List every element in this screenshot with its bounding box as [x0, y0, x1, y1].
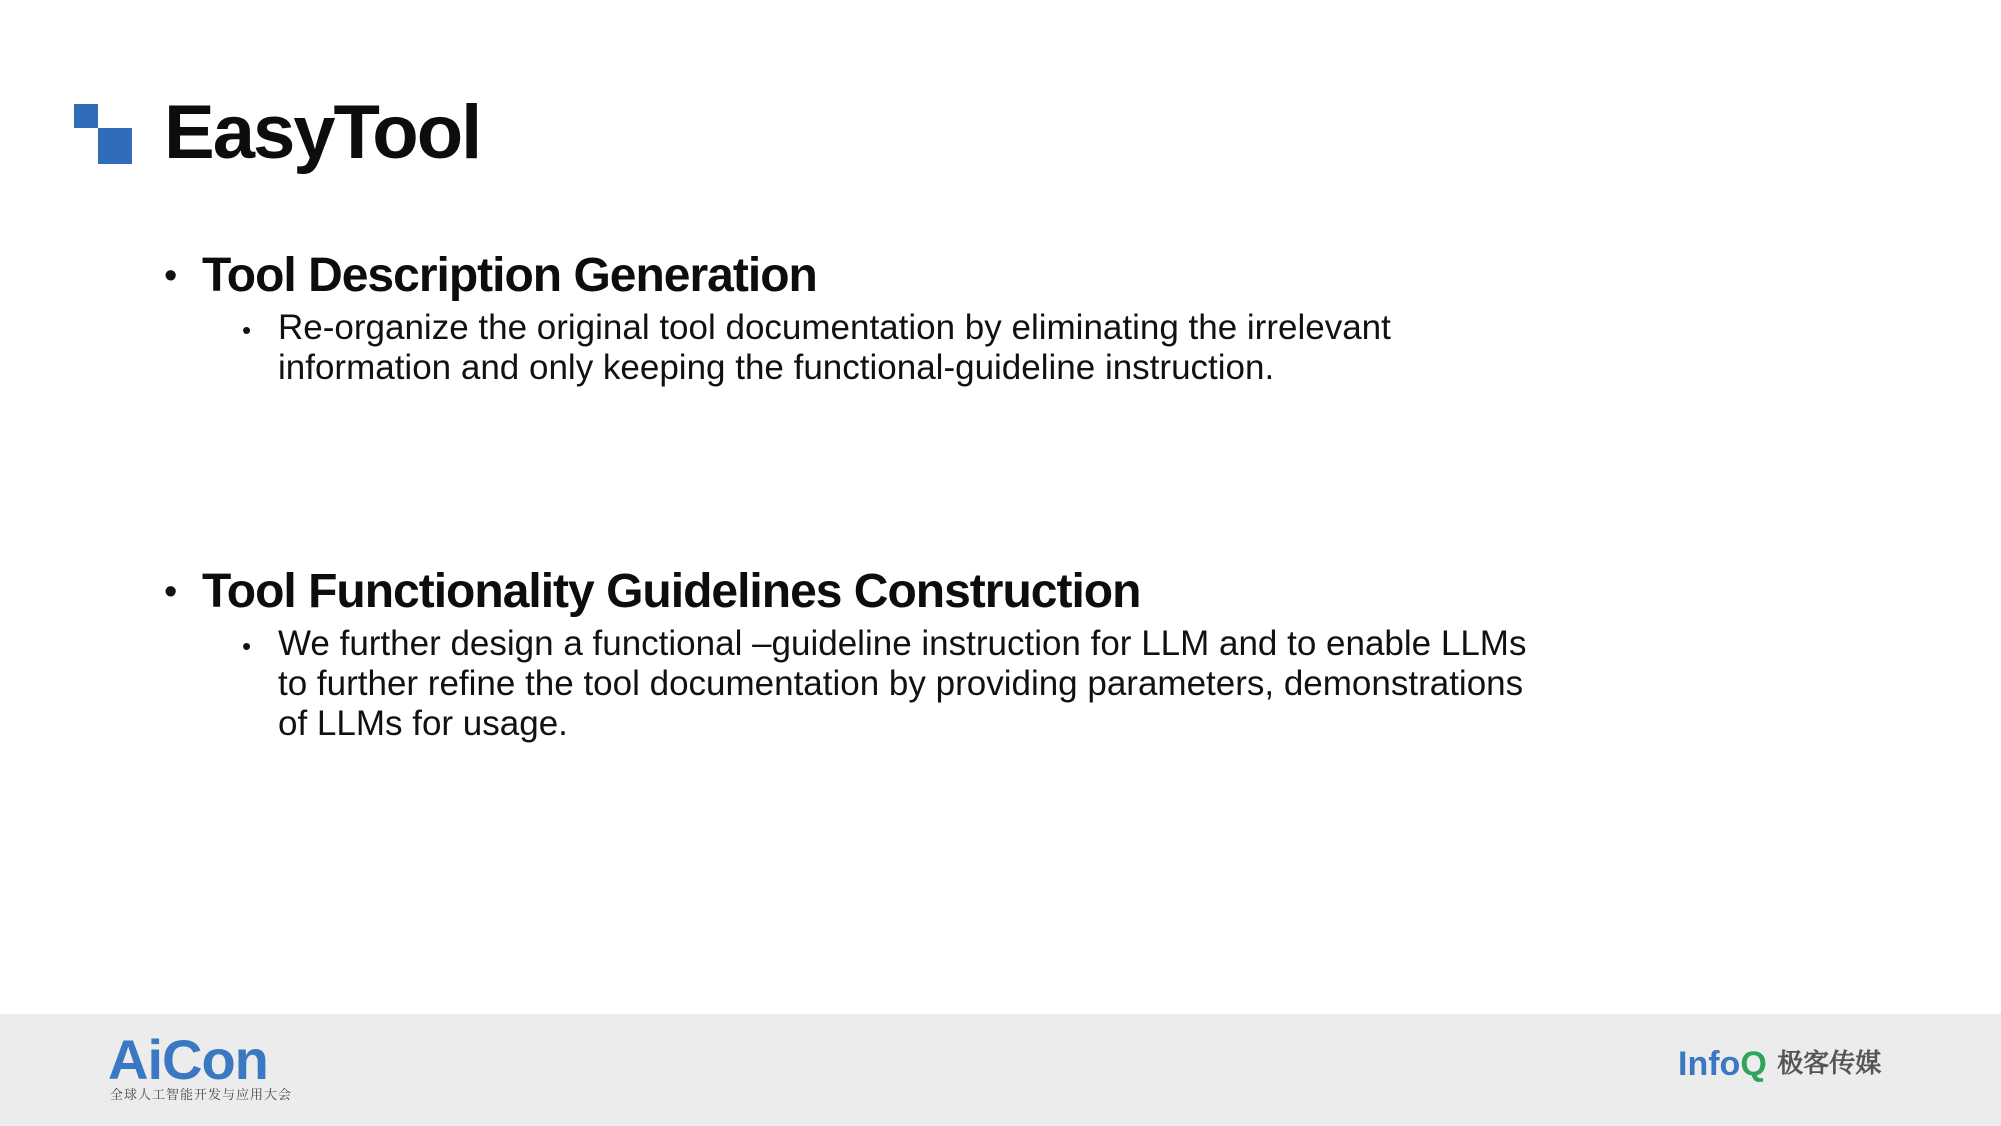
slide-title: EasyTool — [164, 90, 481, 175]
infoq-logo-chinese: 极客传媒 — [1777, 1049, 1882, 1079]
sub-bullet-line: information and only keeping the functional-guideline instruction. — [278, 348, 1275, 387]
sub-bullet-dot: • — [242, 315, 252, 345]
bullet-dot: • — [164, 255, 178, 297]
aicon-logo — [108, 1028, 293, 1110]
bullet-dot: • — [164, 571, 178, 613]
sub-bullet-text — [278, 308, 1718, 388]
infoq-logo-main: Info — [1678, 1045, 1741, 1083]
aicon-logo-text: AiCon — [108, 1028, 268, 1091]
bullet-section-tool-description — [164, 246, 1724, 387]
bullet-section-tool-functionality — [164, 562, 1724, 743]
sub-bullet-line: We further design a functional –guideline instruction for LLM and to enable LLMs — [278, 624, 1527, 663]
bullet-heading: Tool Functionality Guidelines Construction — [202, 565, 1141, 618]
bullet-heading: Tool Description Generation — [202, 249, 817, 302]
bullet-heading-row — [164, 246, 1724, 308]
footer-bar — [0, 1014, 2001, 1126]
infoq-logo — [1678, 1044, 1881, 1084]
accent-square-large — [98, 128, 132, 164]
accent-square-small — [74, 104, 98, 128]
sub-bullet-line: Re-organize the original tool documentation by eliminating the irrelevant — [278, 308, 1391, 347]
sub-bullet-line: to further refine the tool documentation by providing parameters, demonstrations — [278, 664, 1524, 703]
infoq-logo-text — [1678, 1044, 1767, 1084]
infoq-logo-q: Q — [1740, 1045, 1767, 1083]
title-accent-icon — [74, 104, 134, 164]
sub-bullet-text — [278, 624, 1718, 744]
sub-bullet-dot: • — [242, 631, 252, 661]
aicon-logo-tagline: 全球人工智能开发与应用大会 — [110, 1088, 293, 1103]
sub-bullet-line: of LLMs for usage. — [278, 704, 568, 743]
bullet-heading-row — [164, 562, 1724, 624]
